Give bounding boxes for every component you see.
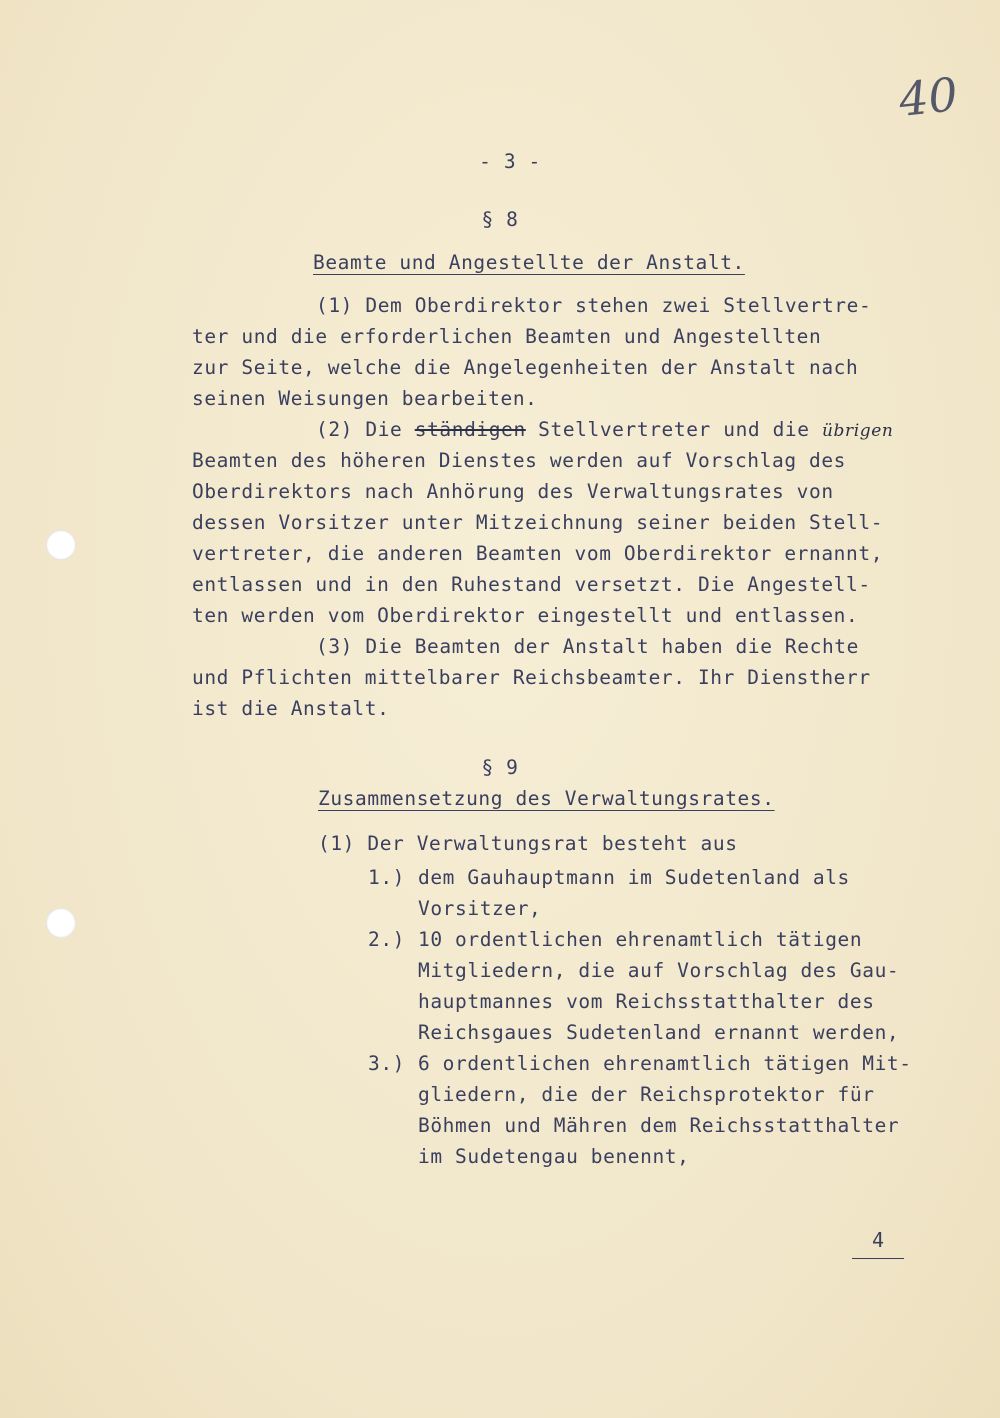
section-8-symbol: § 8 [481, 208, 519, 231]
body-line: ter und die erforderlichen Beamten und Angestellten [192, 325, 822, 348]
body-text: (2) Die [316, 418, 415, 441]
list-item-line: 10 ordentlichen ehrenamtlich tätigen [418, 928, 863, 951]
body-line: Beamten des höheren Dienstes werden auf Vorschlag des [192, 449, 847, 472]
list-item-line: im Sudetengau benennt, [418, 1145, 690, 1168]
section-9-symbol: § 9 [481, 756, 519, 779]
body-line: (1) Der Verwaltungsrat besteht aus [318, 832, 738, 855]
list-item-line: Mitgliedern, die auf Vorschlag des Gau- [418, 959, 900, 982]
struck-word: ständigen [414, 418, 526, 441]
list-item-line: Vorsitzer, [418, 897, 542, 920]
list-item-line: Böhmen und Mähren dem Reichsstatthalter [418, 1114, 900, 1137]
body-text: Stellvertreter und die [525, 418, 822, 441]
body-line: Oberdirektors nach Anhörung des Verwaltungsrates von [192, 480, 834, 503]
list-item-line: gliedern, die der Reichsprotektor für [418, 1083, 875, 1106]
body-line: und Pflichten mittelbarer Reichsbeamter. Ihr Dienstherr [192, 666, 871, 689]
section-9-title: Zusammensetzung des Verwaltungsrates. [318, 787, 775, 810]
list-item-line: Reichsgaues Sudetenland ernannt werden, [418, 1021, 900, 1044]
body-line: ten werden vom Oberdirektor eingestellt und entlassen. [192, 604, 859, 627]
next-page-catchword: 4 [852, 1228, 904, 1259]
handwritten-folio-number: 40 [896, 67, 961, 127]
body-line-with-correction [316, 418, 893, 441]
body-line: zur Seite, welche die Angelegenheiten der Anstalt nach [192, 356, 859, 379]
list-number: 2.) [368, 928, 406, 951]
body-line: ist die Anstalt. [192, 697, 390, 720]
list-item-line: 6 ordentlichen ehrenamtlich tätigen Mit- [418, 1052, 912, 1075]
body-line: (1) Dem Oberdirektor stehen zwei Stellvertre- [316, 294, 872, 317]
page-number: - 3 - [479, 150, 541, 173]
section-8-title: Beamte und Angestellte der Anstalt. [313, 251, 745, 274]
punch-hole-top [46, 530, 76, 560]
list-number: 1.) [368, 866, 406, 889]
body-line: entlassen und in den Ruhestand versetzt. Die Angestell- [192, 573, 871, 596]
list-item-line: dem Gauhauptmann im Sudetenland als [418, 866, 850, 889]
body-line: vertreter, die anderen Beamten vom Oberdirektor ernannt, [192, 542, 884, 565]
list-number: 3.) [368, 1052, 406, 1075]
body-line: (3) Die Beamten der Anstalt haben die Rechte [316, 635, 859, 658]
list-item-line: hauptmannes vom Reichsstatthalter des [418, 990, 875, 1013]
handwritten-insertion: übrigen [821, 421, 894, 441]
body-line: seinen Weisungen bearbeiten. [192, 387, 538, 410]
punch-hole-bottom [46, 908, 76, 938]
body-line: dessen Vorsitzer unter Mitzeichnung seiner beiden Stell- [192, 511, 884, 534]
